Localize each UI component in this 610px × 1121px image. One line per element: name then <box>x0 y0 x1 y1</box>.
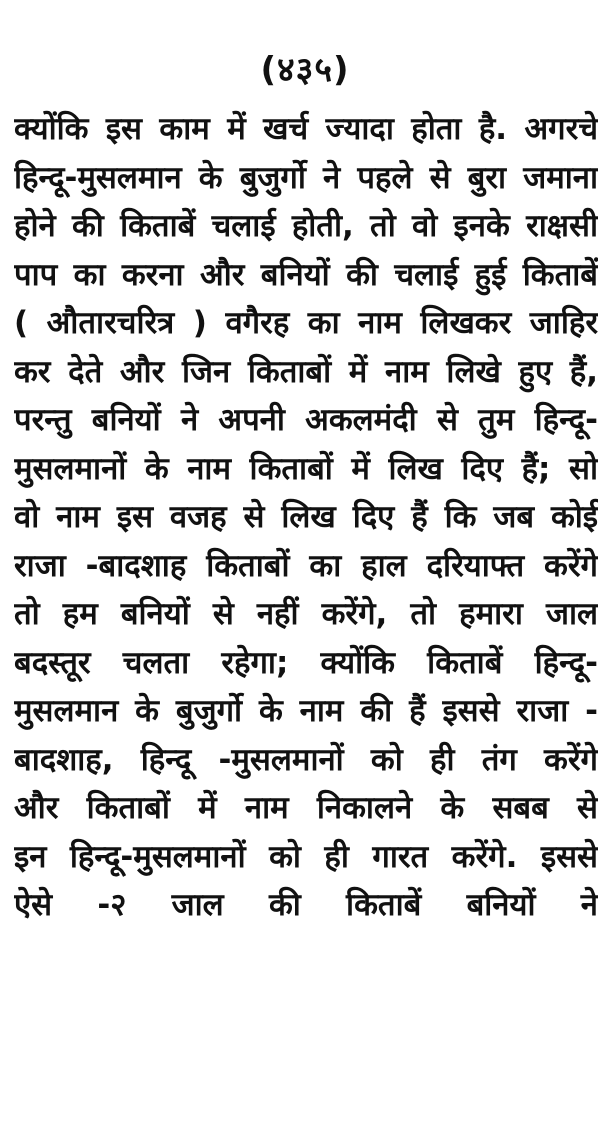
text-line: तो हम बनियों से नहीं करेंगे, तो हमारा जाल <box>14 596 598 632</box>
text-line: ( औतारचरित्र ) वगैरह का नाम लिखकर जाहिर <box>14 305 598 341</box>
text-line: ऐसे -२ जाल की किताबें बनियों ने <box>14 887 598 923</box>
text-line: इन हिन्दू-मुसलमानों को ही गारत करेंगे. इससे <box>14 838 598 875</box>
text-body <box>14 105 598 930</box>
text-line: कर देते और जिन किताबों में नाम लिखे हुए हैं, <box>14 353 598 390</box>
text-line: वो नाम इस वजह से लिख दिए हैं कि जब कोई <box>14 499 598 535</box>
text-line: राजा -बादशाह किताबों का हाल दरियाफ्त करेंगे <box>14 547 598 584</box>
text-line: और किताबों में नाम निकालने के सबब से <box>14 790 598 826</box>
text-line: क्योंकि इस काम में खर्च ज्यादा होता है. अगरचे <box>14 111 598 147</box>
text-line: परन्तु बनियों ने अपनी अकलमंदी से तुम हिन्दू- <box>14 402 598 438</box>
text-line: हिन्दू-मुसलमान के बुजुर्गो ने पहले से बुरा जमाना <box>14 159 598 196</box>
page-number: (४३५) <box>260 50 350 90</box>
text-line: बादशाह, हिन्दू -मुसलमानों को ही तंग करेंगे <box>14 741 598 778</box>
text-line: पाप का करना और बनियों की चलाई हुई किताबें <box>14 256 598 293</box>
text-line: मुसलमानों के नाम किताबों में लिख दिए हैं; सो <box>14 450 598 487</box>
text-line: होने की किताबें चलाई होती, तो वो इनके राक्षसी <box>14 208 598 244</box>
text-line: बदस्तूर चलता रहेगा; क्योंकि किताबें हिन्दू- <box>14 644 598 681</box>
text-line: मुसलमान के बुजुर्गो के नाम की हैं इससे राजा - <box>14 693 598 729</box>
